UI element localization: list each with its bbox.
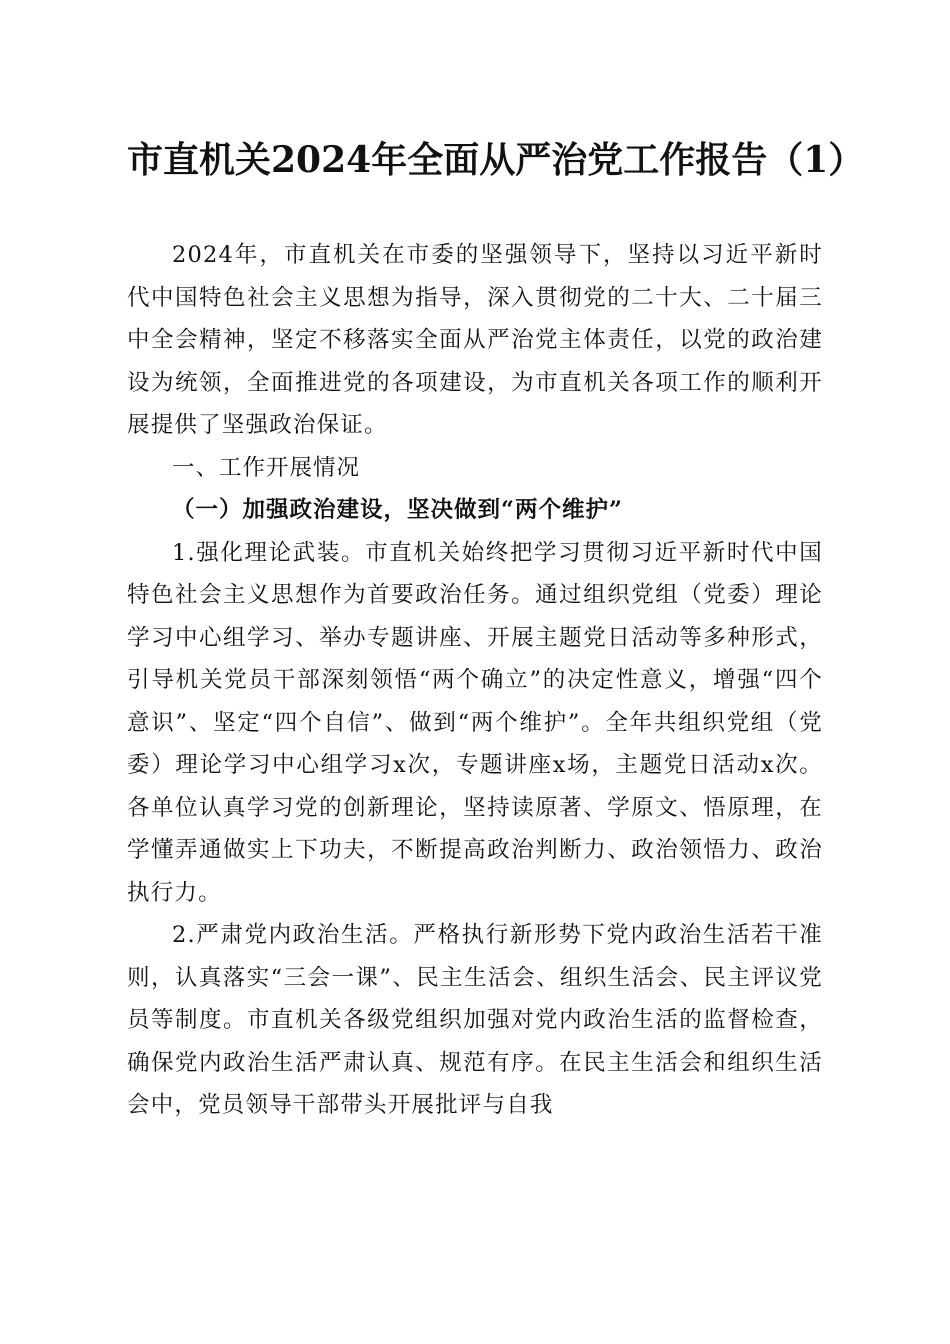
- item-paragraph-1: 1.强化理论武装。市直机关始终把学习贯彻习近平新时代中国特色社会主义思想作为首要政治任务。通过组织党组（党委）理论学习中心组学习、举办专题讲座、开展主题党日活动等多种形式，引导机关党员干部深刻领悟“两个确立”的决定性意义，增强“四个意识”、坚定“四个自信”、做到“两个维护”。全年共组织党组（党委）理论学习中心组学习x次，专题讲座x场，主题党日活动x次。各单位认真学习党的创新理论，坚持读原著、学原文、悟原理，在学懂弄通做实上下功夫，不断提高政治判断力、政治领悟力、政治执行力。: [127, 539, 823, 906]
- section-heading: 一、工作开展情况: [172, 454, 361, 481]
- document-title: 市直机关2024年全面从严治党工作报告（1）: [127, 139, 865, 181]
- document-page: [127, 128, 865, 1127]
- subsection-heading: （一）加强政治建设，坚决做到“两个维护”: [172, 497, 623, 523]
- intro-paragraph: 2024年，市直机关在市委的坚强领导下，坚持以习近平新时代中国特色社会主义思想为指导，深入贯彻党的二十大、二十届三中全会精神，坚定不移落实全面从严治党主体责任，以党的政治建设为统领，全面推进党的各项建设，为市直机关各项工作的顺利开展提供了坚强政治保证。: [127, 242, 823, 438]
- item-paragraph-2: 2.严肃党内政治生活。严格执行新形势下党内政治生活若干准则，认真落实“三会一课”、民主生活会、组织生活会、民主评议党员等制度。市直机关各级党组织加强对党内政治生活的监督检查，确保党内政治生活严肃认真、规范有序。在民主生活会和组织生活会中，党员领导干部带头开展批评与自我: [127, 922, 823, 1118]
